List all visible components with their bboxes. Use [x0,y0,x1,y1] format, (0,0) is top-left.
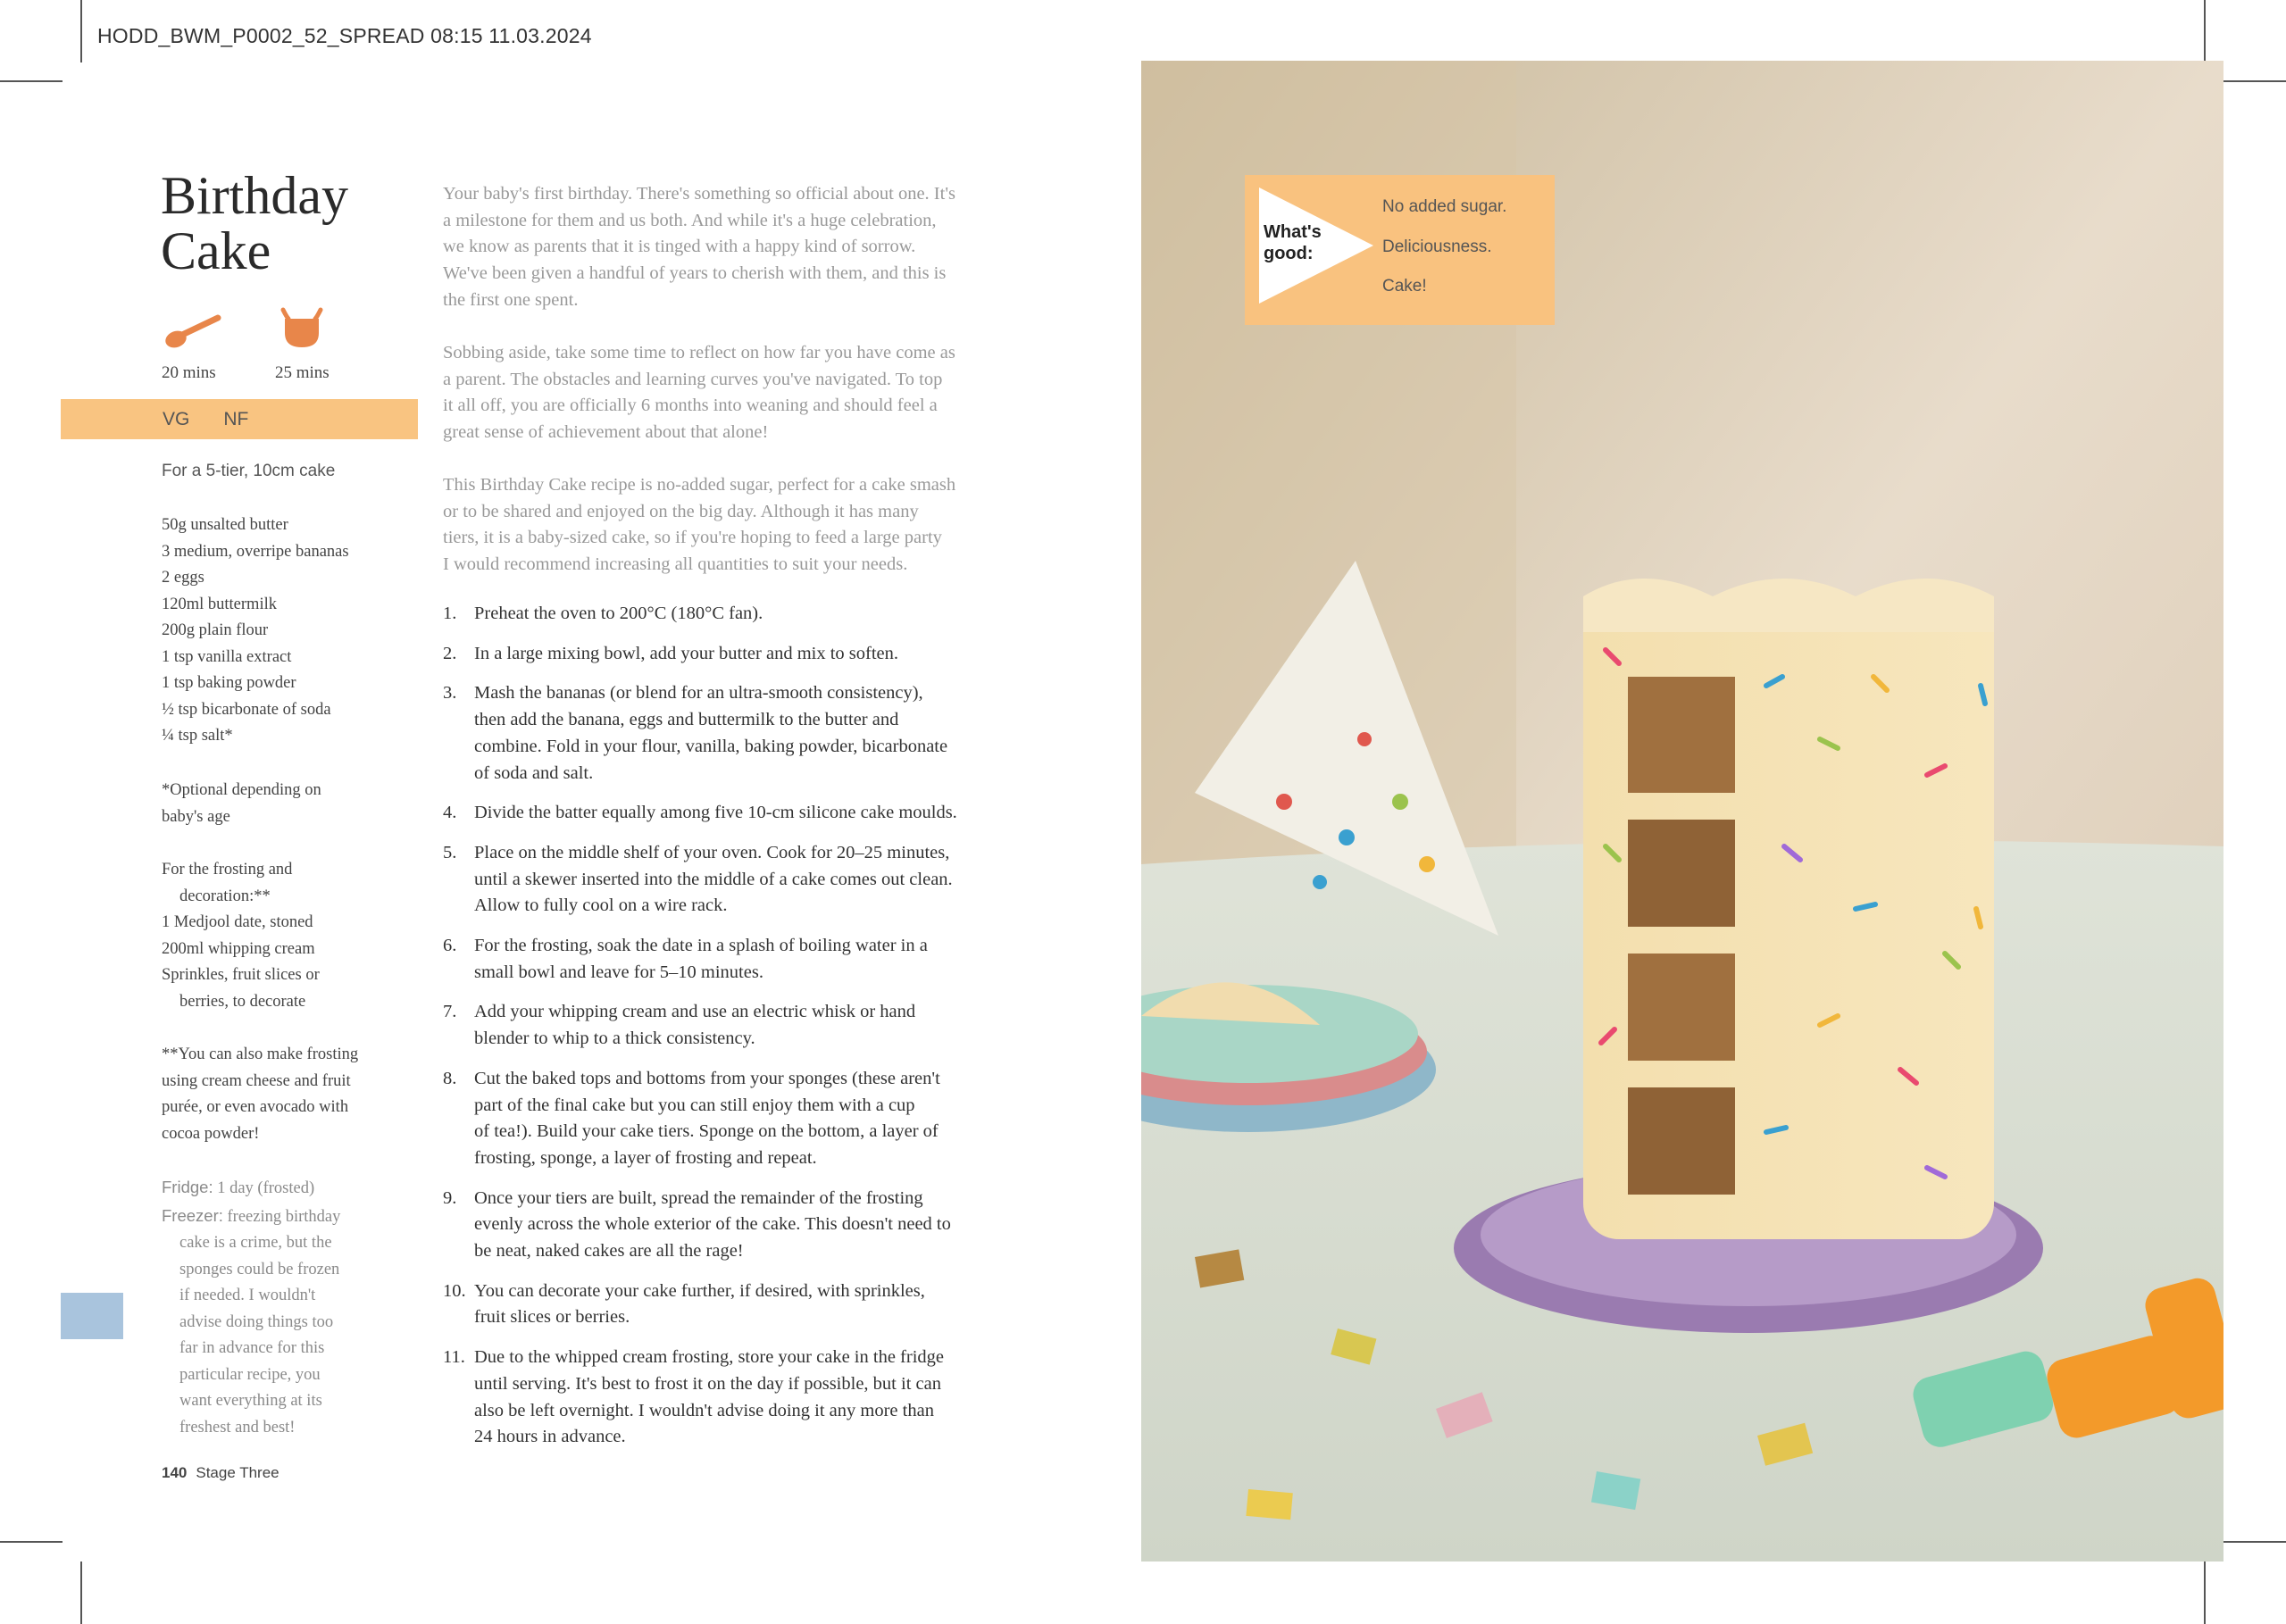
crop-mark [0,80,63,82]
page-footer [162,1464,279,1482]
ingredient-item: 200ml whipping cream [162,939,315,958]
note-line: cocoa powder! [162,1124,260,1143]
step-line: then add the banana, eggs and buttermilk to the butter and [474,710,899,730]
freezer-value: far in advance for this [179,1339,325,1357]
freezer-value: sponges could be frozen [179,1260,340,1278]
method-step [443,641,1068,668]
method-step [443,1186,1068,1265]
step-line: evenly across the whole exterior of the cake. This doesn't need to [474,1214,951,1235]
step-line: 24 hours in advance. [474,1427,626,1447]
ingredient-item: ¼ tsp salt* [162,727,233,745]
cake-tin-icon [278,306,326,351]
ingredient-item: ½ tsp bicarbonate of soda [162,700,331,719]
step-line: Allow to fully cool on a wire rack. [474,895,728,916]
freezer-value: if needed. I wouldn't [179,1287,316,1304]
intro-line: I would recommend increasing all quantities to suit your needs. [443,554,908,575]
step-number: 5. [443,842,457,862]
storage-info [162,1174,407,1441]
step-line: Preheat the oven to 200°C (180°C fan). [474,604,763,623]
page-number: 140 [162,1464,188,1481]
note-line: *Optional depending on [162,781,321,799]
fridge-line [162,1174,407,1203]
method-step [443,680,1068,787]
step-line: combine. Fold in your flour, vanilla, baking powder, bicarbonate [474,736,948,756]
ingredient-item: Sprinkles, fruit slices or [162,966,320,984]
callout-heading [1264,221,1335,264]
intro-line: a milestone for them and us both. And while it's a huge celebration, [443,210,937,230]
intro-line: it all off, you are officially 6 months into weaning and should feel a [443,396,938,416]
freezer-value: particular recipe, you [179,1365,321,1384]
step-line: For the frosting, soak the date in a splash of boiling water in a [474,936,928,956]
method-step [443,1345,1068,1451]
frosting-heading: For the frosting and [162,861,293,879]
step-line: small bowl and leave for 5–10 minutes. [474,962,763,982]
method-step [443,933,1068,986]
step-number: 7. [443,1002,457,1022]
intro-line: We've been given a handful of years to cherish with them, and this is [443,263,947,284]
step-line: fruit slices or berries. [474,1307,630,1328]
step-line: Add your whipping cream and use an electric whisk or hand [474,1002,916,1022]
step-line: until serving. It's best to frost it on the day if possible, but it can [474,1373,941,1394]
intro-paragraph [443,181,1068,314]
step-number: 6. [443,936,457,956]
ingredient-item: 1 Medjool date, stoned [162,913,313,931]
intro-line: Your baby's first birthday. There's something so official about one. It's [443,184,955,204]
intro-line: great sense of achievement about that alone! [443,422,769,443]
frosting-ingredients [162,857,407,1015]
ingredient-item: 120ml buttermilk [162,595,277,613]
freezer-value: advise doing things too [179,1312,334,1331]
diet-tag-vg: VG [163,408,190,429]
step-number: 9. [443,1187,457,1208]
note-line: **You can also make frosting [162,1045,359,1063]
intro-line: Sobbing aside, take some time to reflect on how far you have come as [443,343,955,362]
method-step [443,999,1068,1052]
crop-mark [80,1562,82,1624]
crop-mark [2204,0,2206,62]
method-step [443,840,1068,920]
step-line: also be left overnight. I wouldn't advise doing it any more than [474,1400,934,1420]
freezer-value: want everything at its [179,1392,322,1410]
step-number: 1. [443,604,457,623]
step-line: Cut the baked tops and bottoms from your sponges (these aren't [474,1068,940,1088]
method-step [443,1278,1068,1331]
intro-line: a parent. The obstacles and learning curves you've navigated. To top [443,369,943,389]
ingredient-item: 50g unsalted butter [162,516,288,534]
crop-mark [80,0,82,62]
callout-heading-line: What's [1264,222,1322,242]
ingredient-list [162,512,407,750]
ingredient-item: 1 tsp baking powder [162,674,296,692]
salt-note [162,778,407,830]
step-line: Mash the bananas (or blend for an ultra-smooth consistency), [474,683,923,704]
fridge-value: 1 day (frosted) [217,1179,315,1197]
ingredient-item: 1 tsp vanilla extract [162,647,292,666]
print-slug: HODD_BWM_P0002_52_SPREAD 08:15 11.03.2024 [97,24,592,47]
note-line: baby's age [162,807,230,826]
crop-mark [2223,80,2286,82]
step-number: 11. [443,1347,465,1368]
spoon-icon [164,312,221,350]
intro-paragraph [443,472,1068,579]
intro-line: This Birthday Cake recipe is no-added sugar, perfect for a cake smash [443,475,956,495]
intro-line: we know as parents that it is tinged with a happy kind of sorrow. [443,237,916,257]
method-step [443,1066,1068,1172]
step-line: blender to whip to a thick consistency. [474,1029,755,1049]
freezer-line [162,1203,407,1231]
crop-mark [2223,1541,2286,1543]
whats-good-callout [1245,175,1555,325]
callout-item: Deliciousness. [1382,237,1492,256]
frosting-heading: decoration:** [179,887,271,905]
freezer-value: freshest and best! [179,1418,296,1437]
section-name: Stage Three [196,1464,279,1481]
step-line: Due to the whipped cream frosting, store your cake in the fridge [474,1347,944,1368]
intro-line: or to be shared and enjoyed on the big day. Although it has many [443,501,919,521]
callout-item: No added sugar. [1382,197,1507,216]
method-steps [443,601,1068,1464]
step-line: of tea!). Build your cake tiers. Sponge on the bottom, a layer of [474,1121,939,1142]
intro-line: the first one spent. [443,289,579,310]
step-number: 2. [443,643,457,663]
method-step [443,800,1068,827]
step-line: until a skewer inserted into the middle of a cake comes out clean. [474,869,953,889]
step-line: Once your tiers are built, spread the remainder of the frosting [474,1187,923,1208]
freezer-value: freezing birthday [227,1207,341,1226]
recipe-title-line: Birthday [161,166,348,225]
ingredient-item: 200g plain flour [162,621,269,639]
note-line: using cream cheese and fruit [162,1071,351,1090]
fridge-label: Fridge: [162,1178,213,1196]
intro-paragraph [443,340,1068,446]
crop-mark [0,1541,63,1543]
ingredient-item: 2 eggs [162,569,204,587]
diet-band [61,399,418,439]
diet-tag-nf: NF [223,408,249,429]
crop-mark [2204,1562,2206,1624]
freezer-value: cake is a crime, but the [179,1234,332,1252]
step-line: be neat, naked cakes are all the rage! [474,1241,744,1262]
step-line: Place on the middle shelf of your oven. Cook for 20–25 minutes, [474,842,950,862]
method-step [443,601,1068,628]
step-line: You can decorate your cake further, if desired, with sprinkles, [474,1280,925,1301]
step-number: 8. [443,1068,457,1088]
step-line: part of the final cake but you can still enjoy them with a cup [474,1095,915,1115]
note-line: purée, or even avocado with [162,1098,349,1116]
step-line: Divide the batter equally among five 10-cm silicone cake moulds. [474,803,957,823]
recipe-yield: For a 5-tier, 10cm cake [162,462,336,480]
intro-line: tiers, it is a baby-sized cake, so if you're hoping to feed a large party [443,528,942,548]
callout-item: Cake! [1382,277,1427,296]
freezer-label: Freezer: [162,1205,223,1225]
step-line: In a large mixing bowl, add your butter and mix to soften. [474,643,899,663]
step-number: 10. [443,1280,466,1301]
prep-time: 20 mins [162,363,216,382]
step-line: of soda and salt. [474,762,594,783]
recipe-title-line: Cake [161,221,271,280]
cook-time: 25 mins [275,363,330,382]
ingredient-item: 3 medium, overripe bananas [162,542,349,561]
ingredient-item: berries, to decorate [179,992,306,1011]
frosting-note [162,1042,407,1147]
step-number: 4. [443,803,457,823]
step-number: 3. [443,683,457,704]
recipe-title [161,168,393,279]
section-tab [61,1293,123,1339]
step-line: frosting, sponge, a layer of frosting and repeat. [474,1147,817,1168]
callout-heading-line: good: [1264,244,1314,263]
